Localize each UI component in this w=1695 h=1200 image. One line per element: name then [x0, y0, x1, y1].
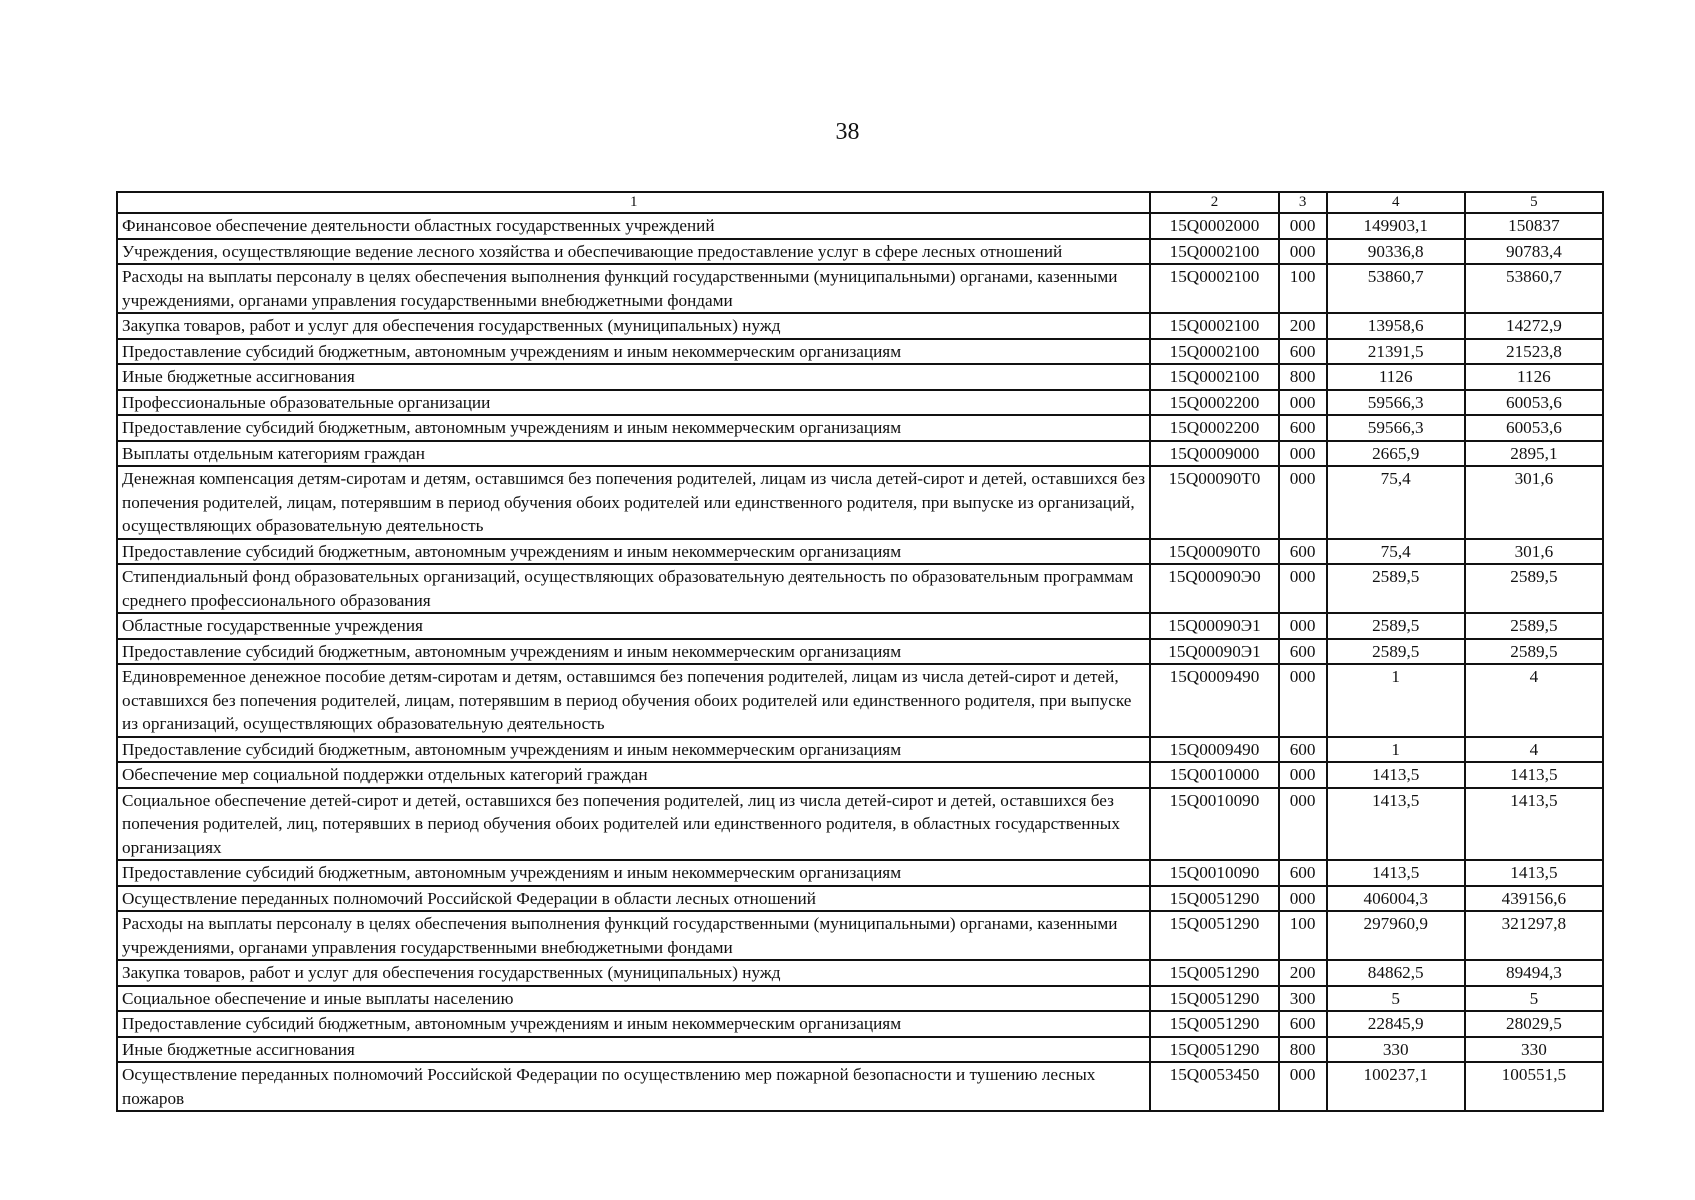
row-value-col4-cell: 75,4 [1327, 539, 1465, 565]
row-value-col4-cell: 149903,1 [1327, 213, 1465, 239]
row-expense-type-cell: 100 [1279, 264, 1327, 313]
row-value-col5-cell: 60053,6 [1465, 415, 1603, 441]
row-code-cell: 15Q0051290 [1150, 1037, 1278, 1063]
row-value-col4-cell: 21391,5 [1327, 339, 1465, 365]
row-expense-type-cell: 600 [1279, 415, 1327, 441]
row-value-col4-cell: 330 [1327, 1037, 1465, 1063]
row-value-col5-cell: 1413,5 [1465, 762, 1603, 788]
row-value-col4-cell: 1126 [1327, 364, 1465, 390]
table-row [117, 441, 1603, 467]
row-expense-type-cell: 000 [1279, 466, 1327, 539]
row-expense-type-cell: 600 [1279, 1011, 1327, 1037]
row-name-cell: Выплаты отдельным категориям граждан [117, 441, 1150, 467]
row-value-col5-cell: 2589,5 [1465, 639, 1603, 665]
row-name-cell: Социальное обеспечение и иные выплаты населению [117, 986, 1150, 1012]
row-expense-type-cell: 000 [1279, 1062, 1327, 1111]
column-header-5: 5 [1465, 192, 1603, 213]
table-row [117, 664, 1603, 737]
row-value-col5-cell: 90783,4 [1465, 239, 1603, 265]
column-header-3: 3 [1279, 192, 1327, 213]
row-value-col4-cell: 100237,1 [1327, 1062, 1465, 1111]
row-expense-type-cell: 800 [1279, 364, 1327, 390]
row-name-cell: Предоставление субсидий бюджетным, автономным учреждениям и иным некоммерческим организациям [117, 860, 1150, 886]
row-name-cell: Закупка товаров, работ и услуг для обеспечения государственных (муниципальных) нужд [117, 960, 1150, 986]
row-value-col4-cell: 1413,5 [1327, 762, 1465, 788]
row-value-col4-cell: 84862,5 [1327, 960, 1465, 986]
row-value-col4-cell: 1413,5 [1327, 788, 1465, 861]
row-name-cell: Финансовое обеспечение деятельности областных государственных учреждений [117, 213, 1150, 239]
table-row [117, 1011, 1603, 1037]
row-value-col5-cell: 14272,9 [1465, 313, 1603, 339]
row-name-cell: Предоставление субсидий бюджетным, автономным учреждениям и иным некоммерческим организациям [117, 415, 1150, 441]
budget-table [116, 191, 1604, 1112]
table-row [117, 762, 1603, 788]
row-expense-type-cell: 000 [1279, 788, 1327, 861]
row-value-col4-cell: 406004,3 [1327, 886, 1465, 912]
column-header-1: 1 [117, 192, 1150, 213]
row-expense-type-cell: 200 [1279, 960, 1327, 986]
row-expense-type-cell: 600 [1279, 737, 1327, 763]
row-value-col4-cell: 1 [1327, 664, 1465, 737]
row-code-cell: 15Q0051290 [1150, 960, 1278, 986]
row-value-col5-cell: 439156,6 [1465, 886, 1603, 912]
row-value-col5-cell: 1413,5 [1465, 860, 1603, 886]
row-expense-type-cell: 000 [1279, 886, 1327, 912]
table-row [117, 788, 1603, 861]
row-expense-type-cell: 000 [1279, 762, 1327, 788]
row-value-col5-cell: 60053,6 [1465, 390, 1603, 416]
row-code-cell: 15Q0002200 [1150, 390, 1278, 416]
row-code-cell: 15Q00090Т0 [1150, 466, 1278, 539]
row-value-col5-cell: 301,6 [1465, 466, 1603, 539]
row-code-cell: 15Q0002100 [1150, 239, 1278, 265]
row-name-cell: Иные бюджетные ассигнования [117, 1037, 1150, 1063]
row-expense-type-cell: 300 [1279, 986, 1327, 1012]
row-value-col5-cell: 2589,5 [1465, 613, 1603, 639]
row-code-cell: 15Q0010090 [1150, 860, 1278, 886]
column-header-2: 2 [1150, 192, 1278, 213]
table-row [117, 986, 1603, 1012]
table-row [117, 390, 1603, 416]
table-row [117, 613, 1603, 639]
row-code-cell: 15Q0002100 [1150, 313, 1278, 339]
row-name-cell: Предоставление субсидий бюджетным, автономным учреждениям и иным некоммерческим организациям [117, 1011, 1150, 1037]
row-code-cell: 15Q0002000 [1150, 213, 1278, 239]
row-expense-type-cell: 600 [1279, 539, 1327, 565]
row-value-col5-cell: 150837 [1465, 213, 1603, 239]
table-row [117, 960, 1603, 986]
row-expense-type-cell: 000 [1279, 664, 1327, 737]
column-header-4: 4 [1327, 192, 1465, 213]
row-name-cell: Стипендиальный фонд образовательных организаций, осуществляющих образовательную деятельность по образовательным программам среднего профессионального образования [117, 564, 1150, 613]
row-name-cell: Иные бюджетные ассигнования [117, 364, 1150, 390]
table-header-row [117, 192, 1603, 213]
row-expense-type-cell: 000 [1279, 564, 1327, 613]
row-name-cell: Обеспечение мер социальной поддержки отдельных категорий граждан [117, 762, 1150, 788]
row-expense-type-cell: 000 [1279, 239, 1327, 265]
row-name-cell: Областные государственные учреждения [117, 613, 1150, 639]
row-name-cell: Закупка товаров, работ и услуг для обеспечения государственных (муниципальных) нужд [117, 313, 1150, 339]
row-value-col4-cell: 59566,3 [1327, 390, 1465, 416]
row-expense-type-cell: 000 [1279, 213, 1327, 239]
row-name-cell: Расходы на выплаты персоналу в целях обеспечения выполнения функций государственными (муниципальными) органами, казенными учреждениями, органами управления государственными внебюджетными фондами [117, 264, 1150, 313]
row-value-col5-cell: 321297,8 [1465, 911, 1603, 960]
row-value-col4-cell: 75,4 [1327, 466, 1465, 539]
table-row [117, 364, 1603, 390]
row-value-col4-cell: 297960,9 [1327, 911, 1465, 960]
table-row [117, 639, 1603, 665]
table-row [117, 466, 1603, 539]
row-name-cell: Единовременное денежное пособие детям-сиротам и детям, оставшимся без попечения родителей, лицам из числа детей-сирот и детей, оставшихся без попечения родителей, лицам, потерявшим в период обучения обоих родителей или единственного родителя, при выпуске из организаций, осуществляющих образовательную деятельность [117, 664, 1150, 737]
table-row [117, 213, 1603, 239]
row-value-col4-cell: 13958,6 [1327, 313, 1465, 339]
row-expense-type-cell: 600 [1279, 860, 1327, 886]
row-code-cell: 15Q0010000 [1150, 762, 1278, 788]
row-name-cell: Осуществление переданных полномочий Российской Федерации по осуществлению мер пожарной безопасности и тушению лесных пожаров [117, 1062, 1150, 1111]
row-value-col5-cell: 100551,5 [1465, 1062, 1603, 1111]
table-row [117, 264, 1603, 313]
row-value-col5-cell: 4 [1465, 737, 1603, 763]
row-value-col5-cell: 2895,1 [1465, 441, 1603, 467]
row-value-col5-cell: 1126 [1465, 364, 1603, 390]
row-code-cell: 15Q0002100 [1150, 364, 1278, 390]
row-code-cell: 15Q00090Э1 [1150, 639, 1278, 665]
row-name-cell: Социальное обеспечение детей-сирот и детей, оставшихся без попечения родителей, лиц из числа детей-сирот и детей, оставшихся без попечения родителей, лиц, потерявших в период обучения обоих родителей или единственного родителя, в областных государственных организациях [117, 788, 1150, 861]
row-value-col4-cell: 53860,7 [1327, 264, 1465, 313]
table-row [117, 737, 1603, 763]
row-code-cell: 15Q00090Э1 [1150, 613, 1278, 639]
table-row [117, 886, 1603, 912]
row-value-col4-cell: 5 [1327, 986, 1465, 1012]
row-code-cell: 15Q0010090 [1150, 788, 1278, 861]
row-name-cell: Денежная компенсация детям-сиротам и детям, оставшимся без попечения родителей, лицам из числа детей-сирот и детей, оставшихся без попечения родителей, лицам, потерявшим в период обучения обоих родителей или единственного родителя, при выпуске из организаций, осуществляющих образовательную деятельность [117, 466, 1150, 539]
table-row [117, 860, 1603, 886]
row-code-cell: 15Q00090Э0 [1150, 564, 1278, 613]
row-code-cell: 15Q0002100 [1150, 264, 1278, 313]
row-value-col5-cell: 4 [1465, 664, 1603, 737]
row-code-cell: 15Q0002100 [1150, 339, 1278, 365]
row-value-col5-cell: 330 [1465, 1037, 1603, 1063]
table-row [117, 313, 1603, 339]
row-expense-type-cell: 600 [1279, 639, 1327, 665]
table-row [117, 239, 1603, 265]
row-value-col4-cell: 2589,5 [1327, 639, 1465, 665]
row-expense-type-cell: 000 [1279, 613, 1327, 639]
row-value-col4-cell: 2589,5 [1327, 613, 1465, 639]
row-value-col4-cell: 59566,3 [1327, 415, 1465, 441]
row-code-cell: 15Q0051290 [1150, 886, 1278, 912]
row-value-col5-cell: 5 [1465, 986, 1603, 1012]
row-value-col5-cell: 2589,5 [1465, 564, 1603, 613]
row-value-col4-cell: 2589,5 [1327, 564, 1465, 613]
row-name-cell: Расходы на выплаты персоналу в целях обеспечения выполнения функций государственными (муниципальными) органами, казенными учреждениями, органами управления государственными внебюджетными фондами [117, 911, 1150, 960]
row-code-cell: 15Q0009000 [1150, 441, 1278, 467]
row-code-cell: 15Q0009490 [1150, 737, 1278, 763]
row-name-cell: Предоставление субсидий бюджетным, автономным учреждениям и иным некоммерческим организациям [117, 639, 1150, 665]
row-code-cell: 15Q0051290 [1150, 911, 1278, 960]
table-row [117, 415, 1603, 441]
row-expense-type-cell: 600 [1279, 339, 1327, 365]
table-row [117, 911, 1603, 960]
row-value-col4-cell: 1 [1327, 737, 1465, 763]
table-body [117, 192, 1603, 1111]
table-row [117, 339, 1603, 365]
table-row [117, 539, 1603, 565]
table-row [117, 564, 1603, 613]
row-expense-type-cell: 000 [1279, 441, 1327, 467]
row-name-cell: Предоставление субсидий бюджетным, автономным учреждениям и иным некоммерческим организациям [117, 737, 1150, 763]
row-code-cell: 15Q00090Т0 [1150, 539, 1278, 565]
page-number: 38 [835, 119, 860, 145]
row-value-col5-cell: 28029,5 [1465, 1011, 1603, 1037]
row-expense-type-cell: 000 [1279, 390, 1327, 416]
row-value-col4-cell: 22845,9 [1327, 1011, 1465, 1037]
row-name-cell: Предоставление субсидий бюджетным, автономным учреждениям и иным некоммерческим организациям [117, 339, 1150, 365]
row-value-col4-cell: 90336,8 [1327, 239, 1465, 265]
row-expense-type-cell: 100 [1279, 911, 1327, 960]
row-code-cell: 15Q0002200 [1150, 415, 1278, 441]
row-value-col5-cell: 89494,3 [1465, 960, 1603, 986]
row-value-col5-cell: 301,6 [1465, 539, 1603, 565]
row-code-cell: 15Q0009490 [1150, 664, 1278, 737]
row-code-cell: 15Q0051290 [1150, 986, 1278, 1012]
row-name-cell: Предоставление субсидий бюджетным, автономным учреждениям и иным некоммерческим организациям [117, 539, 1150, 565]
row-value-col4-cell: 1413,5 [1327, 860, 1465, 886]
row-value-col5-cell: 53860,7 [1465, 264, 1603, 313]
row-code-cell: 15Q0051290 [1150, 1011, 1278, 1037]
row-expense-type-cell: 200 [1279, 313, 1327, 339]
row-code-cell: 15Q0053450 [1150, 1062, 1278, 1111]
row-expense-type-cell: 800 [1279, 1037, 1327, 1063]
row-value-col5-cell: 21523,8 [1465, 339, 1603, 365]
row-value-col5-cell: 1413,5 [1465, 788, 1603, 861]
row-name-cell: Учреждения, осуществляющие ведение лесного хозяйства и обеспечивающие предоставление услуг в сфере лесных отношений [117, 239, 1150, 265]
table-row [117, 1037, 1603, 1063]
row-name-cell: Профессиональные образовательные организации [117, 390, 1150, 416]
row-value-col4-cell: 2665,9 [1327, 441, 1465, 467]
table-row [117, 1062, 1603, 1111]
row-name-cell: Осуществление переданных полномочий Российской Федерации в области лесных отношений [117, 886, 1150, 912]
